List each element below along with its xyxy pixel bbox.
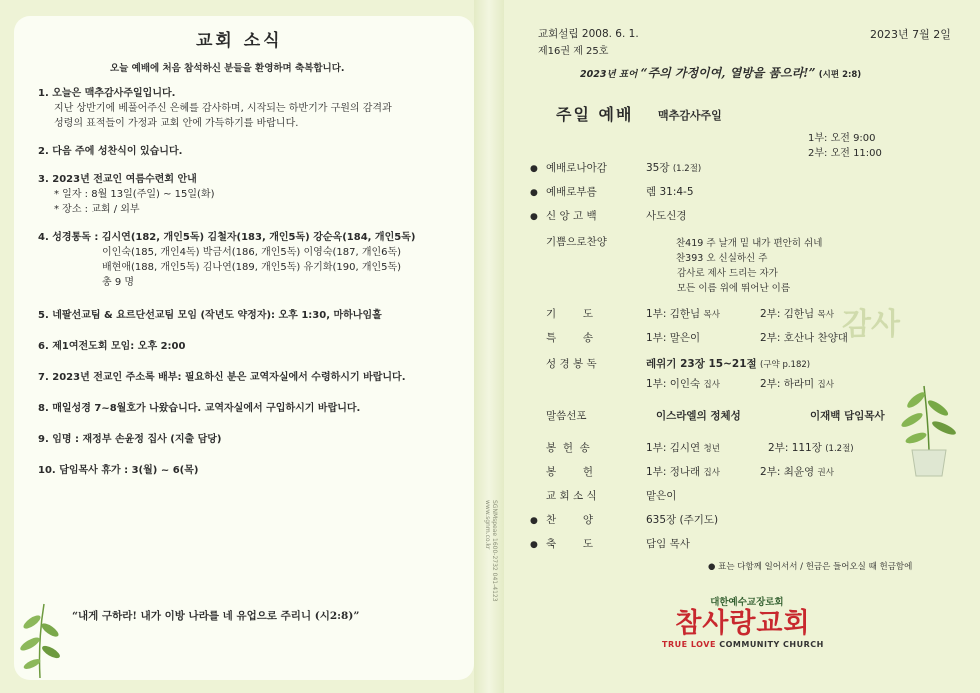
order-title: 목사 bbox=[703, 310, 720, 320]
order-value-text: 35장 bbox=[646, 162, 670, 174]
order-title: 목사 bbox=[817, 310, 834, 320]
order-note: (1.2절) bbox=[672, 164, 702, 174]
order-label: 신 앙 고 백 bbox=[546, 210, 597, 222]
news-item-text: * 장소 : 교회 / 외부 bbox=[54, 204, 140, 215]
news-item bbox=[38, 432, 458, 447]
order-value bbox=[646, 356, 810, 371]
church-name: 참사랑교회 bbox=[675, 608, 811, 639]
standing-bullet-icon: ● bbox=[530, 212, 538, 222]
news-item bbox=[38, 172, 458, 217]
news-item-text: 총 9 명 bbox=[102, 277, 135, 288]
order-person: 2부: 김한님 bbox=[760, 308, 815, 320]
praise-song: 모든 이름 위에 뛰어난 이름 bbox=[677, 283, 791, 294]
order-value: 담임 목사 bbox=[646, 538, 690, 550]
order-row bbox=[530, 512, 719, 527]
standing-bullet-icon: ● bbox=[530, 540, 538, 550]
news-item-text: 이인숙(185, 개인4독) 박금서(186, 개인5독) 이영숙(187, 개인6독) bbox=[102, 247, 402, 258]
news-item-heading: 5. 네팔선교팀 & 요르단선교팀 모임 (작년도 약정자): 오후 1:30, 마하나임홀 bbox=[38, 310, 382, 321]
praise-song: 찬393 오 신실하신 주 bbox=[676, 253, 768, 264]
order-label: 축 도 bbox=[546, 538, 593, 550]
order-value bbox=[646, 464, 720, 479]
sermon-title: 이스라엘의 정체성 bbox=[656, 410, 741, 422]
news-item-heading: 2. 다음 주에 성찬식이 있습니다. bbox=[38, 146, 183, 157]
order-title: 집사 bbox=[703, 380, 720, 390]
order-person: 2부: 하라미 bbox=[760, 378, 815, 390]
order-row bbox=[546, 464, 834, 479]
order-label: 봉 헌 bbox=[546, 466, 593, 478]
praise-song: 찬419 주 날개 밑 내가 편안히 쉬네 bbox=[676, 238, 823, 249]
sermon-preacher: 이재백 담임목사 bbox=[810, 410, 885, 422]
news-item bbox=[38, 463, 458, 478]
news-item bbox=[38, 401, 458, 416]
church-english-a: TRUE LOVE bbox=[662, 640, 716, 649]
motto-text: “주의 가정이여, 열방을 품으라!” bbox=[640, 66, 816, 80]
order-title: 청년 bbox=[703, 444, 720, 454]
motto-prefix: 2023년 표어 bbox=[580, 69, 638, 80]
thanks-watermark: 감사 bbox=[842, 307, 900, 342]
order-person: 1부: 이인숙 bbox=[646, 378, 701, 390]
order-title: 권사 bbox=[817, 468, 834, 478]
order-row bbox=[546, 440, 854, 455]
news-item bbox=[38, 230, 458, 290]
order-row bbox=[546, 408, 885, 423]
news-item bbox=[38, 339, 458, 354]
potted-plant-icon bbox=[894, 380, 964, 480]
order-value bbox=[760, 464, 834, 479]
service-time: 2부: 오전 11:00 bbox=[808, 148, 882, 159]
order-person: 1부: 정나래 bbox=[646, 466, 701, 478]
order-value bbox=[646, 160, 701, 175]
order-person: 1부: 김한님 bbox=[646, 308, 701, 320]
order-label: 특 송 bbox=[546, 332, 593, 344]
order-row bbox=[546, 234, 607, 249]
order-row bbox=[546, 306, 834, 321]
founding-date: 교회설립 2008. 6. 1. bbox=[538, 28, 639, 40]
order-value: 사도신경 bbox=[646, 210, 687, 222]
order-label: 찬 양 bbox=[546, 514, 593, 526]
news-title: 교회 소식 bbox=[196, 31, 283, 51]
praise-song: 감사로 제사 드리는 자가 bbox=[677, 268, 778, 279]
news-item-text: 성령의 표적들이 가정과 교회 안에 가득하기를 바랍니다. bbox=[54, 118, 299, 129]
news-list bbox=[38, 86, 458, 491]
bulletin-date: 2023년 7월 2일 bbox=[870, 28, 951, 41]
denomination-name: 대한예수교장로회 bbox=[710, 597, 784, 608]
order-value bbox=[646, 306, 720, 321]
standing-bullet-icon: ● bbox=[530, 188, 538, 198]
order-person: 2부: 호산나 찬양대 bbox=[760, 332, 848, 344]
order-value: 635장 (주기도) bbox=[646, 514, 719, 526]
order-value bbox=[760, 376, 834, 391]
standing-note: ● 표는 다함께 일어서서 / 헌금은 들어오실 때 헌금함에 bbox=[708, 562, 913, 572]
news-item-text: * 일자 : 8월 13일(주일) ~ 15일(화) bbox=[54, 189, 215, 200]
news-item bbox=[38, 86, 458, 131]
order-label: 말씀선포 bbox=[546, 410, 587, 422]
church-logo bbox=[662, 594, 824, 649]
gutter-print-info: SGNMspeae 1600-2732 041-4123 www.sgnm.co.kr bbox=[484, 500, 498, 602]
order-label: 기쁨으로찬양 bbox=[546, 236, 607, 248]
news-item-text: 배현애(188, 개인5독) 김나연(189, 개인5독) 유기화(190, 개인5독) bbox=[102, 262, 402, 273]
order-title: 집사 bbox=[703, 468, 720, 478]
leaf-decoration-icon bbox=[18, 600, 62, 678]
order-label: 봉 헌 송 bbox=[546, 442, 590, 454]
order-value-text: 레위기 23장 15~21절 bbox=[646, 358, 757, 370]
order-note: (구약 p.182) bbox=[760, 360, 811, 370]
volume-number: 제16권 제 25호 bbox=[538, 46, 609, 57]
news-item bbox=[38, 144, 458, 159]
news-item-heading: 9. 임명 : 재정부 손윤정 집사 (지출 담당) bbox=[38, 434, 222, 445]
order-row bbox=[546, 330, 848, 345]
news-item-heading: 3. 2023년 전교인 여름수련회 안내 bbox=[38, 174, 197, 185]
church-english-name bbox=[662, 640, 824, 649]
order-note: (1.2절) bbox=[825, 444, 854, 454]
news-item-text: 지난 상반기에 베풀어주신 은혜를 감사하며, 시작되는 하반기가 구원의 감격과 bbox=[54, 103, 392, 114]
service-times bbox=[808, 131, 882, 161]
news-item-heading: 8. 매일성경 7~8월호가 나왔습니다. 교역자실에서 구입하시기 바랍니다. bbox=[38, 403, 361, 414]
order-value: 맡은이 bbox=[646, 490, 677, 502]
motto-ref: (시편 2:8) bbox=[818, 70, 862, 80]
order-value bbox=[646, 440, 720, 455]
order-row bbox=[530, 184, 694, 199]
order-label: 기 도 bbox=[546, 308, 593, 320]
order-value bbox=[760, 306, 834, 321]
order-person: 1부: 말은이 bbox=[646, 332, 701, 344]
order-label: 예배로나아감 bbox=[546, 162, 607, 174]
service-subtitle: 맥추감사주일 bbox=[658, 109, 722, 122]
order-row bbox=[546, 356, 811, 371]
service-title: 주일 예배 bbox=[556, 105, 634, 124]
order-label: 성 경 봉 독 bbox=[546, 358, 597, 370]
order-row bbox=[530, 208, 687, 223]
news-item-heading: 10. 담임목사 휴가 : 3(월) ~ 6(목) bbox=[38, 465, 199, 476]
order-row bbox=[546, 488, 677, 503]
order-person: 2부: 최윤영 bbox=[760, 466, 815, 478]
news-item-heading: 4. 성경통독 : 김시연(182, 개인5독) 김철자(183, 개인5독) 강순옥(184, 개인5독) bbox=[38, 232, 416, 243]
order-row bbox=[530, 160, 702, 175]
welcome-text: 오늘 예배에 처음 참석하신 분들을 환영하며 축복합니다. bbox=[110, 63, 345, 74]
year-motto bbox=[580, 64, 861, 81]
news-item bbox=[38, 370, 458, 385]
standing-bullet-icon: ● bbox=[530, 164, 538, 174]
bottom-verse: “내게 구하라! 내가 이방 나라를 네 유업으로 주리니 (시2:8)” bbox=[72, 610, 360, 622]
news-item-heading: 6. 제1여전도회 모임: 오후 2:00 bbox=[38, 341, 186, 352]
order-label: 예배로부름 bbox=[546, 186, 597, 198]
order-value-text: 2부: 111장 bbox=[768, 442, 822, 454]
news-item-heading: 1. 오늘은 맥추감사주일입니다. bbox=[38, 88, 176, 99]
order-value bbox=[646, 376, 720, 391]
church-english-b: COMMUNITY CHURCH bbox=[719, 640, 824, 649]
standing-bullet-icon: ● bbox=[530, 516, 538, 526]
order-title: 집사 bbox=[817, 380, 834, 390]
news-item-heading: 7. 2023년 전교인 주소록 배부: 필요하신 분은 교역자실에서 수령하시기 바랍니다. bbox=[38, 372, 406, 383]
order-person: 1부: 김시연 bbox=[646, 442, 701, 454]
praise-list bbox=[676, 236, 822, 296]
order-label: 교 회 소 식 bbox=[546, 490, 597, 502]
order-value bbox=[768, 440, 854, 455]
service-time: 1부: 오전 9:00 bbox=[808, 133, 876, 144]
order-row bbox=[530, 536, 690, 551]
news-item bbox=[38, 308, 458, 323]
order-value: 렘 31:4-5 bbox=[646, 186, 694, 198]
